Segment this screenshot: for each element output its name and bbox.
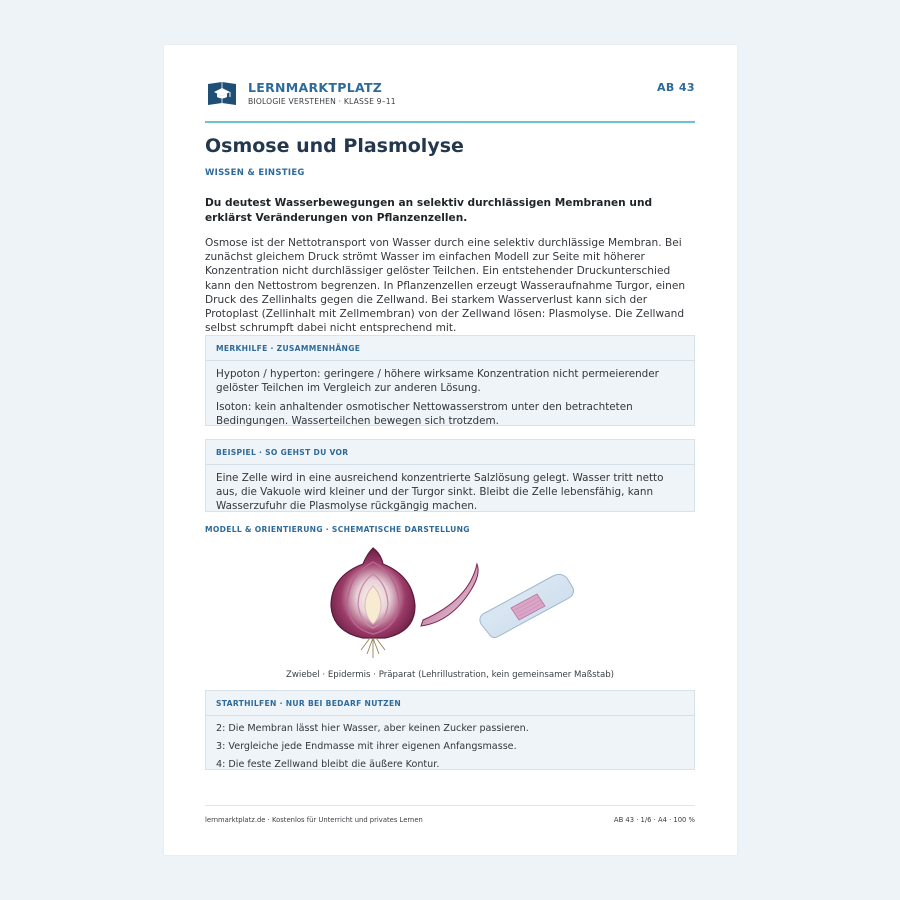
hint-item: 3: Vergleiche jede Endmasse mit ihrer eigenen Anfangsmasse. [216,741,517,752]
footer-left: lernmarktplatz.de · Kostenlos für Unterricht und privates Lernen [205,816,423,824]
divider [206,464,694,465]
worksheet-page [164,45,737,855]
beispiel-text: Eine Zelle wird in eine ausreichend konzentrierte Salzlösung gelegt. Wasser tritt netto aus, die Vakuole wird kleiner und der Turgor sinkt. Bleibt die Zelle lebensfähig, kann Wasserzufuhr die Plasmolyse rückgängig machen. [216,472,664,512]
brand-subtitle: BIOLOGIE VERSTEHEN · KLASSE 9–11 [248,97,396,106]
hint-item: 2: Die Membran lässt hier Wasser, aber keinen Zucker passieren. [216,723,529,734]
figure-caption: Zwiebel · Epidermis · Präparat (Lehrillustration, kein gemeinsamer Maßstab) [285,670,615,680]
page-title: Osmose und Plasmolyse [205,135,464,157]
section-kicker: WISSEN & EINSTIEG [205,168,305,178]
merkhilfe-item: Hypoton / hyperton: geringere / höhere wirksame Konzentration nicht permeierender gelöster Teilchen im Vergleich zur anderen Lösung. [216,368,659,394]
merkhilfe-item: Isoton: kein anhaltender osmotischer Nettowasserstrom unter den betrachteten Bedingungen. Wasserteilchen bewegen sich trotzdem. [216,401,633,427]
lead-paragraph: Du deutest Wasserbewegungen an selektiv durchlässigen Membranen und erklärst Veränderungen von Pflanzenzellen. [205,197,653,224]
page-footer [205,805,695,824]
microscope-slide [480,574,574,637]
modell-heading: MODELL & ORIENTIERUNG · SCHEMATISCHE DARSTELLUNG [205,525,470,534]
hint-item: 4: Die feste Zellwand bleibt die äußere Kontur. [216,759,440,770]
sheet-id: AB 43 [656,81,695,94]
starthilfen-box [205,690,695,770]
divider [206,360,694,361]
footer-right: AB 43 · 1/6 · A4 · 100 % [613,816,695,824]
onion-illustration [323,540,578,666]
starthilfen-heading: STARTHILFEN · NUR BEI BEDARF NUTZEN [216,699,402,708]
graduation-cap-book-icon [207,80,237,107]
brand-name: LERNMARKTPLATZ [248,80,383,95]
merkhilfe-box [205,335,695,426]
body-paragraph: Osmose ist der Nettotransport von Wasser durch eine selektiv durchlässige Membran. Bei zunächst gleichem Druck strömt Wasser im einfachen Modell zur Seite mit höherer Konzentration nicht durchlässiger gelöster Teilchen. Ein entstehender Druckunterschied kann den Nettostrom begrenzen. In Pflanzenzellen erzeugt Wasseraufnahme Turgor, einen Druck des Zellinhalts gegen die Zellwand. Bei starkem Wasserverlust kann sich der Protoplast (Zellinhalt mit Zellmembran) von der Zellwand lösen: Plasmolyse. Die Zellwand selbst schrumpft dabei nicht entsprechend mit. [205,237,686,335]
beispiel-box [205,439,695,512]
merkhilfe-heading: MERKHILFE · ZUSAMMENHÄNGE [216,344,361,353]
beispiel-heading: BEISPIEL · SO GEHST DU VOR [216,448,349,457]
onion-half [331,548,415,658]
page-header [205,79,695,123]
onion-scale [421,564,478,626]
divider [206,715,694,716]
